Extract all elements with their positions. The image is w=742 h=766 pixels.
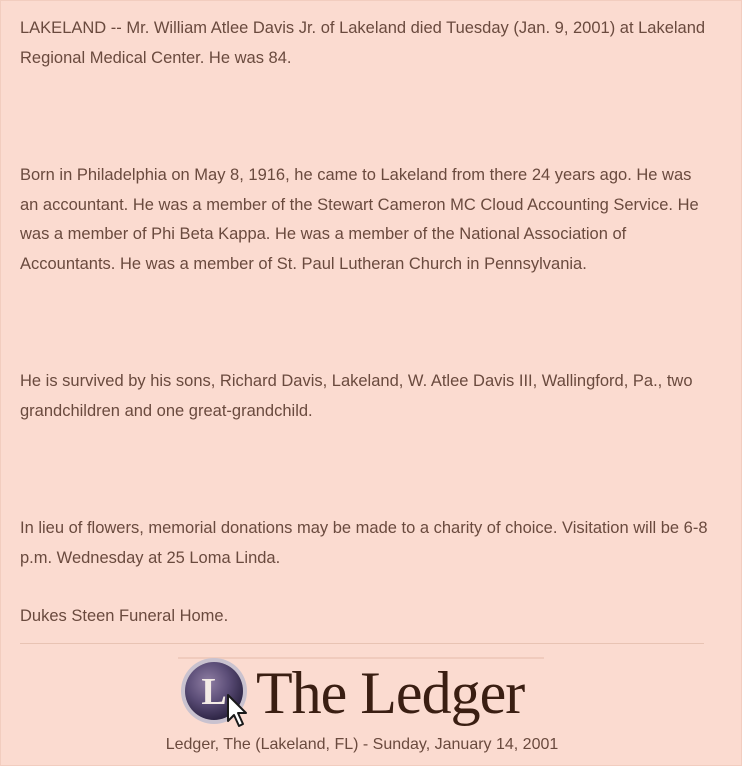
the-ledger-logo [178,657,544,727]
logo-letter: L [201,671,227,713]
article-paragraph-funeral-home: Dukes Steen Funeral Home. [20,607,229,625]
article-paragraph-arrangements: In lieu of flowers, memorial donations may be made to a charity of choice. Visitation will be 6-8 p.m. Wednesday at 25 Loma Linda. [20,519,708,567]
source-citation: Ledger, The (Lakeland, FL) - Sunday, January 14, 2001 [165,736,559,753]
logo-wordmark: The Ledger [256,660,525,726]
ledger-l-icon [178,657,254,729]
article-paragraph-survivors: He is survived by his sons, Richard Davis, Lakeland, W. Atlee Davis III, Wallingford, Pa., two grandchildren and one great-grandchild. [20,372,693,420]
divider [20,643,704,644]
obituary-article [20,14,710,632]
article-paragraph-biography: Born in Philadelphia on May 8, 1916, he came to Lakeland from there 24 years ago. He was an accountant. He was a member of the Stewart Cameron MC Cloud Accounting Service. He was a member of Phi Beta Kappa. He was a member of the National Association of Accountants. He was a member of St. Paul Lutheran Church in Pennsylvania. [20,166,699,273]
article-paragraph-intro: LAKELAND -- Mr. William Atlee Davis Jr. of Lakeland died Tuesday (Jan. 9, 2001) at Lakeland Regional Medical Center. He was 84. [20,19,706,67]
